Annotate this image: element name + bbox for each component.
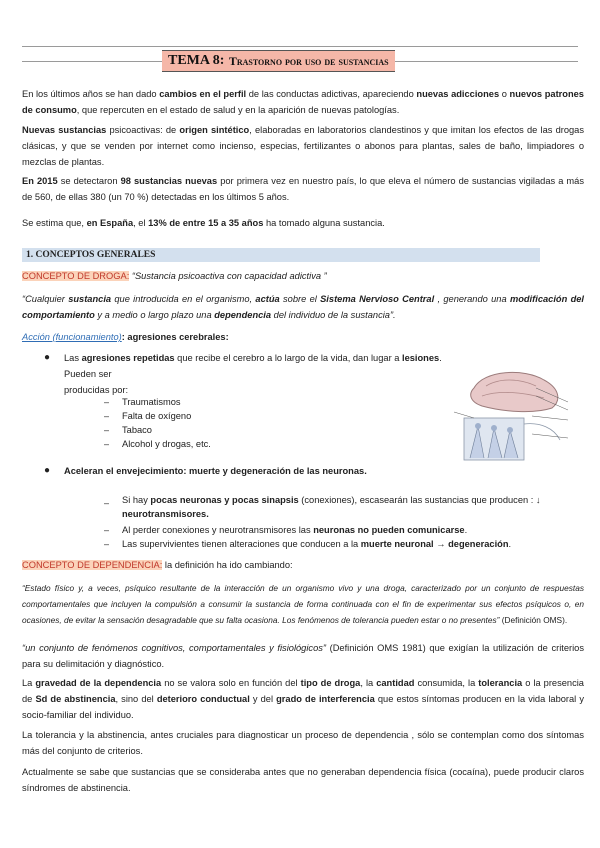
drug-quote: “Cualquier sustancia que introducida en el organismo, actúa sobre el Sistema Nervioso Central , generando una modificación del comportamiento y a medio o largo plazo una dependencia del individuo de la sustancia”. (22, 294, 585, 320)
list-item: Tabaco (122, 425, 152, 435)
concept-dependence: CONCEPTO DE DEPENDENCIA: la definición ha ido cambiando: (22, 560, 293, 570)
section-heading: 1. CONCEPTOS GENERALES (22, 248, 540, 262)
who-definition-quote: “Estado físico y, a veces, psíquico resultante de la interacción de un organismo vivo y una droga, caracterizado por un conjunto de respuestas comportamentales que incluyen la compulsión a consumir la sustancia de forma continuada con el fin de experimentar sus efectos psíquicos o, en ocasiones, de evitar la sensación desagradable que su falta ocasiona. Los fenómenos de tolerancia pueden estar o no presentes” (Definición OMS). (22, 583, 584, 625)
paragraph-new-substances: Nuevas sustancias psicoactivas: de origen sintético, elaboradas en laboratorios clandestinos y que imitan los efectos de las drogas clásicas, y que se venden por internet como incienso, especias, fertilizantes o abonos para plantas, sales de baño, limpiadores o mezclas de plantas. (22, 125, 584, 167)
sub-item-few-neurons: Si hay pocas neuronas y pocas sinapsis (conexiones), escasearán las sustancias que producen : ↓ neurotransmisores. (122, 495, 541, 519)
dependence-label: CONCEPTO DE DEPENDENCIA: (22, 560, 163, 570)
list-item: Traumatismos (122, 397, 181, 407)
paragraph-tolerance: La tolerancia y la abstinencia, antes cruciales para diagnosticar un proceso de dependencia , sólo se contemplan como dos síntomas más del conjunto de criterios. (22, 730, 584, 756)
bullet-aging: Aceleran el envejecimiento: muerte y degeneración de las neuronas. (64, 466, 367, 476)
page-title (162, 50, 395, 72)
bullet-dot: ● (44, 352, 51, 363)
action-link[interactable]: Acción (funcionamiento) (22, 332, 122, 342)
paragraph-severity: La gravedad de la dependencia no se valora solo en función del tipo de droga, la cantidad consumida, la tolerancia o la presencia de Sd de abstinencia, sino del deterioro conductual y del grado de interferencia que estos síntomas producen en la vida laboral y socio-familiar del individuo. (22, 678, 584, 720)
paragraph-intro: En los últimos años se han dado cambios en el perfil de las conductas adictivas, apareciendo nuevas adicciones o nuevos patrones de consumo, que repercuten en el estado de salud y en la aparición de nuevas patologías. (22, 89, 584, 115)
concept-drug: CONCEPTO DE DROGA: “Sustancia psicoactiva con capacidad adictiva ” (22, 271, 327, 281)
title-number: TEMA 8: (168, 53, 225, 68)
action-line: Acción (funcionamiento): agresiones cerebrales: (22, 332, 229, 342)
bullet-dot: ● (44, 465, 51, 476)
list-item: Alcohol y drogas, etc. (122, 439, 211, 449)
title-subject: Trastorno por uso de sustancias (228, 53, 389, 68)
list-item: Falta de oxígeno (122, 411, 192, 421)
drug-label: CONCEPTO DE DROGA: (22, 271, 130, 281)
paragraph-estimate: Se estima que, en España, el 13% de entre 15 a 35 años ha tomado alguna sustancia. (22, 218, 385, 228)
paragraph-2015: En 2015 se detectaron 98 sustancias nuevas por primera vez en nuestro país, lo que eleva el número de sustancias vigiladas a más de 560, de ellas 380 (un 70 %) detectadas en los últimos 5 años. (22, 176, 584, 202)
bullet-aggressions: Las agresiones repetidas que recibe el cerebro a lo largo de la vida, dan lugar a lesiones. Pueden ser producidas por: (64, 353, 442, 395)
document-page: TEMA 8: Trastorno por uso de sustancias En los últimos años se han dado cambios en el perfil de las conductas adictivas, apareciendo nuevas adicciones o nuevos patrones de consumo, que repercuten en el estado de salud y en la aparición de nuevas patologías. Nuevas sustancias psicoactivas: de origen sintético, elaboradas en laboratorios clandestinos y que imitan los efectos de las drogas clásicas, y que se venden por internet como incienso, especias, fertilizantes o abonos para plantas, sales de baño, limpiadores o mezclas de plantas. En 2015 se detectaron 98 sustancias nuevas por primera vez en nuestro país, lo que eleva el número de sustancias vigiladas a más de 560, de ellas 380 (un 70 %) detectadas en los últimos 5 años. Se estima que, en España, el 13% de entre 15 a 35 años ha tomado alguna sustancia. 1. CONCEPTOS GENERALES CONCEPTO DE DROGA: “Sustancia psicoactiva con capacidad adictiva ” “Cualquier sustancia que introducida en el organismo, actúa sobre el Sistema Nervioso Central , generando una modificación del comportamiento y a medio o largo plazo una dependencia del individuo de la sustancia”. Acción (funcionamiento): agresiones cerebrales: ● Las agresiones repetidas que recibe el cerebro a lo largo de la vida, dan lugar a lesiones. Pueden ser producidas por: – Traumatismos – Falta de oxígeno – Tabaco – Alcohol y drogas, etc. ● Aceleran el envejecimiento: muerte y degeneración de las neuronas. – Si hay pocas neuronas y pocas sinapsis (conexiones), escasearán las sustancias que producen : ↓ neurotransmisores. – Al perder conexiones y neurotransmisores las neuronas no pueden comunicarse. – Las supervivientes tienen alteraciones que conducen a la muerte neuronal → degeneración. CONCEPTO DE DEPENDENCIA: la definición ha ido cambiando: “Estado físico y, a veces, psíquico resultante de la interacción de un organismo vivo y una droga, caracterizado por un conjunto de respuestas comportamentales que incluyen la compulsión a consumir la sustancia de forma continuada con el fin de experimentar sus efectos psíquicos o, en ocasiones, de evitar la sensación desagradable que su falta ocasiona. Los fenómenos de tolerancia pueden estar o no presentes” (Definición OMS). “un conjunto de fenómenos cognitivos, comportamentales y fisiológicos” (Definición OMS 1981) que exigían la utilización de criterios para su delimitación y diagnóstico. La gravedad de la dependencia no se valora solo en función del tipo de droga, la cantidad consumida, la tolerancia o la presencia de Sd de abstinencia, sino del deterioro conductual y del grado de interferencia que estos síntomas producen en la vida laboral y socio-familiar del individuo. La tolerancia y la abstinencia, antes cruciales para diagnosticar un proceso de dependencia , sólo se contemplan como dos síntomas más del conjunto de criterios. Actualmente se sabe que sustancias que se consideraba antes que no generaban dependencia física (cocaína), puede producir claros síndromes de abstinencia. (0, 0, 600, 848)
paragraph-currently: Actualmente se sabe que sustancias que se consideraba antes que no generaban dependencia física (cocaína), puede producir claros síndromes de abstinencia. (22, 767, 584, 793)
brain-neuron-illustration (444, 368, 574, 464)
who-1981-definition: “un conjunto de fenómenos cognitivos, comportamentales y fisiológicos” (Definición OMS 1981) que exigían la utilización de criterios para su delimitación y diagnóstico. (22, 643, 584, 669)
sub-item-degeneration: Las supervivientes tienen alteraciones que conducen a la muerte neuronal → degeneración. (122, 539, 512, 549)
sub-item-communication: Al perder conexiones y neurotransmisores las neuronas no pueden comunicarse. (122, 525, 468, 535)
